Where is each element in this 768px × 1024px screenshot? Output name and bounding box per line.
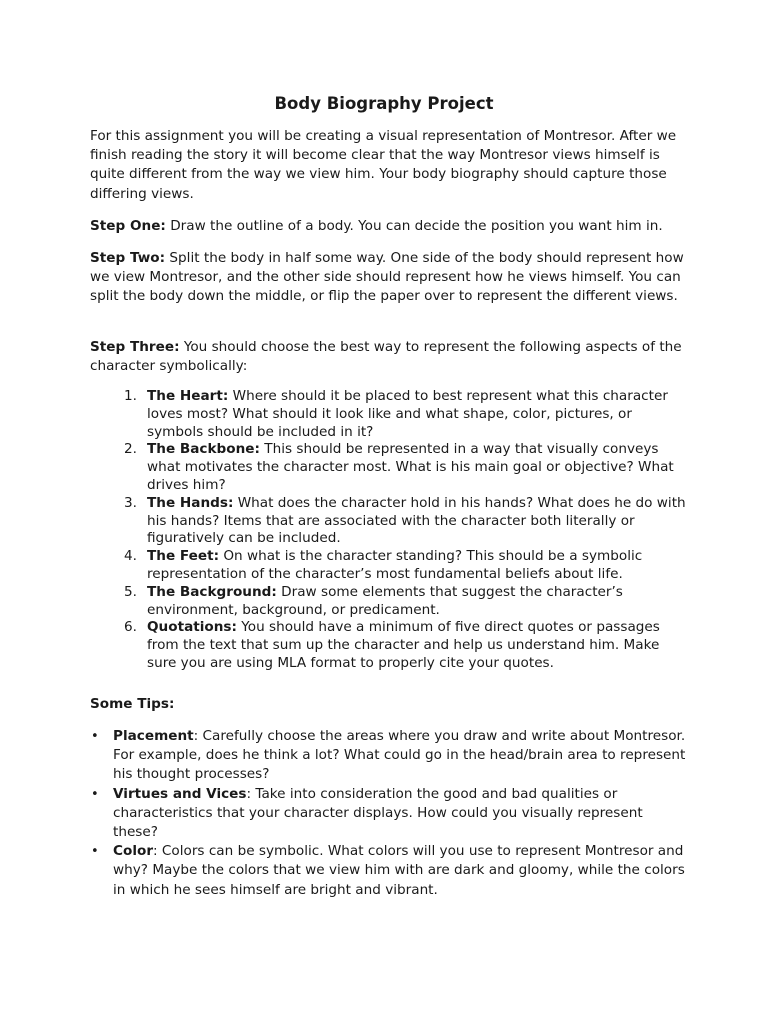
- step-three-text: You should choose the best way to represent the following aspects of the character symbolically:: [90, 339, 682, 375]
- list-item: [90, 584, 690, 620]
- list-number: 4.: [124, 548, 137, 565]
- aspects-list: [90, 388, 690, 673]
- tips-heading: Some Tips:: [90, 696, 175, 712]
- aspect-text: Draw some elements that suggest the character’s environment, background, or predicament.: [147, 583, 623, 618]
- step-three-paragraph: [90, 338, 690, 376]
- bullet-icon: •: [91, 729, 99, 744]
- bullet-icon: •: [91, 844, 99, 860]
- list-item: [90, 785, 690, 843]
- list-item: [90, 441, 690, 494]
- aspect-label: The Background:: [147, 583, 277, 600]
- aspect-text: You should have a minimum of five direct quotes or passages from the text that sum up the character and help us understand him. Make sure you are using MLA format to properly cite your quotes.: [147, 619, 660, 671]
- step-two-label: Step Two:: [90, 250, 166, 266]
- intro-text: For this assignment you will be creating a visual representation of Montresor. After we finish reading the story it will become clear that the way Montresor views himself is quite different from the way we view him. Your body biography should capture those differing views.: [90, 128, 677, 202]
- step-three-label: Step Three:: [90, 339, 180, 355]
- list-number: 5.: [124, 583, 137, 600]
- aspect-label: The Hands:: [147, 494, 234, 511]
- tip-text: : Take into consideration the good and bad qualities or characteristics that your character displays. How could you visually represent these?: [113, 785, 643, 841]
- list-number: 6.: [124, 619, 137, 636]
- bullet-icon: •: [91, 786, 99, 802]
- aspect-text: What does the character hold in his hands? What does he do with his hands? Items that are associated with the character both literally or figuratively can be included.: [147, 494, 686, 547]
- tip-text: : Colors can be symbolic. What colors will you use to represent Montresor and why? Maybe the colors that we view him with are dark and gloomy, while the colors in which he sees himself are bright and vibrant.: [113, 843, 685, 898]
- step-one-text: Draw the outline of a body. You can decide the position you want him in.: [165, 218, 663, 234]
- tip-label: Color: [113, 843, 154, 860]
- tip-label: Placement: [113, 728, 194, 744]
- list-item: [90, 727, 690, 785]
- list-item: [90, 388, 690, 441]
- step-one-label: Step One:: [90, 218, 166, 234]
- list-number: 3.: [124, 494, 137, 511]
- list-number: 2.: [124, 441, 137, 458]
- aspect-text: This should be represented in a way that visually conveys what motivates the character most. What is his main goal or objective? What drives him?: [147, 441, 674, 493]
- list-item: [90, 495, 690, 548]
- list-number: 1.: [124, 388, 137, 404]
- intro-paragraph: [90, 127, 690, 204]
- aspect-text: On what is the character standing? This should be a symbolic representation of the character’s most fundamental beliefs about life.: [147, 548, 643, 582]
- step-two-text: Split the body in half some way. One side of the body should represent how we view Montresor, and the other side should represent how he views himself. You can split the body down the middle, or flip the paper over to represent the different views.: [90, 250, 684, 305]
- list-item: [90, 842, 690, 900]
- tips-heading-block: [90, 695, 690, 714]
- aspect-label: The Heart:: [147, 388, 229, 404]
- tip-text: : Carefully choose the areas where you draw and write about Montresor. For example, does he think a lot? What could go in the head/brain area to represent his thought processes?: [113, 728, 686, 783]
- step-one-paragraph: [90, 217, 690, 236]
- tips-list: [90, 727, 690, 900]
- step-two-paragraph: [90, 249, 690, 307]
- page-title: Body Biography Project: [274, 94, 494, 113]
- tip-label: Virtues and Vices: [113, 785, 247, 802]
- list-item: [90, 619, 690, 672]
- list-item: [90, 548, 690, 584]
- aspect-label: Quotations:: [147, 619, 237, 636]
- aspect-text: Where should it be placed to best represent what this character loves most? What should it look like and what shape, color, pictures, or symbols should be included in it?: [147, 388, 668, 440]
- aspect-label: The Feet:: [147, 548, 220, 565]
- aspect-label: The Backbone:: [147, 441, 260, 458]
